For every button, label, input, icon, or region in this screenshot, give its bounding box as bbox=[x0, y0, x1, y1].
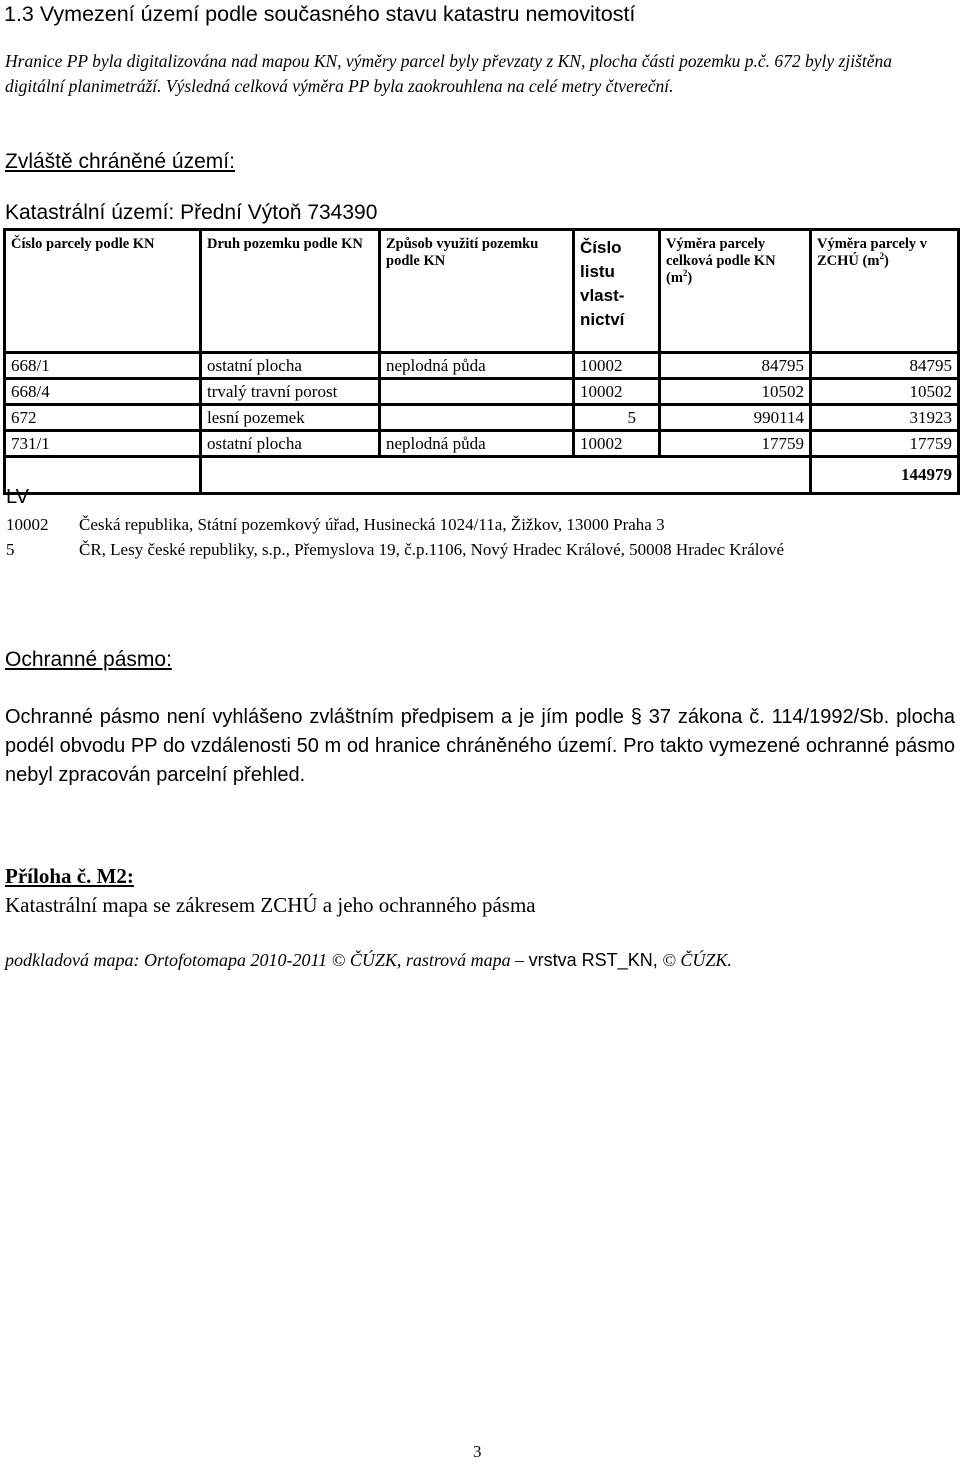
header-sheet-label: Číslo listu vlast-nictví bbox=[580, 238, 625, 329]
owner-row bbox=[6, 540, 784, 560]
owner-id: 5 bbox=[6, 540, 15, 559]
owner-text: ČR, Lesy české republiky, s.p., Přemyslova 19, č.p.1106, Nový Hradec Králové, 50008 Hradec Králové bbox=[79, 540, 785, 559]
basemap-part1: podkladová mapa: Ortofotomapa 2010-2011 © ČÚZK, rastrová mapa – bbox=[5, 950, 529, 970]
cell-area-zchu: 17759 bbox=[811, 431, 959, 457]
header-use: Způsob využití pozemku podle KN bbox=[380, 230, 574, 353]
page-number: 3 bbox=[473, 1442, 482, 1461]
header-area-total: Výměra parcely celková podle KN $(m^2)$ bbox=[660, 230, 811, 353]
zchu-heading: Zvláště chráněné území: bbox=[5, 150, 235, 173]
cell-area-total: 84795 bbox=[660, 353, 811, 379]
basemap-part3: © ČÚZK. bbox=[657, 950, 732, 970]
cell-parcel: 731/1 bbox=[5, 431, 201, 457]
cell-use bbox=[380, 405, 574, 431]
cell-sheet: 10002 bbox=[574, 353, 660, 379]
cell-area-zchu: 10502 bbox=[811, 379, 959, 405]
owner-id: 10002 bbox=[6, 515, 49, 534]
protection-heading: Ochranné pásmo: bbox=[5, 648, 172, 671]
total-area-zchu: 144979 bbox=[811, 457, 959, 494]
table-row bbox=[5, 379, 959, 405]
cell-use: neplodná půda bbox=[380, 353, 574, 379]
cadastral-area: Katastrální území: Přední Výtoň 734390 bbox=[5, 201, 378, 224]
cell-use bbox=[380, 379, 574, 405]
section-title: 1.3 Vymezení území podle současného stavu katastru nemovitostí bbox=[4, 2, 636, 26]
header-area-zchu: Výměra parcely v ZCHÚ $(m^2)$ bbox=[811, 230, 959, 353]
header-parcel: Číslo parcely podle KN bbox=[5, 230, 201, 353]
annex-description: Katastrální mapa se zákresem ZCHÚ a jeho ochranného pásma bbox=[5, 893, 536, 917]
cell-area-total: 17759 bbox=[660, 431, 811, 457]
header-sheet bbox=[574, 230, 660, 353]
owner-text: Česká republika, Státní pozemkový úřad, Husinecká 1024/11a, Žižkov, 13000 Praha 3 bbox=[79, 515, 665, 534]
cell-kind: lesní pozemek bbox=[201, 405, 380, 431]
basemap-part2: vrstva RST_KN, bbox=[528, 950, 658, 970]
cell-area-zchu: 84795 bbox=[811, 353, 959, 379]
cell-use: neplodná půda bbox=[380, 431, 574, 457]
protection-text: Ochranné pásmo není vyhlášeno zvláštním předpisem a je jím podle § 37 zákona č. 114/1992/Sb. plocha podél obvodu PP do vzdálenosti 50 m od hranice chráněného území. Pro takto vymezené ochranné pásmo nebyl zpracován parcelní přehled. bbox=[5, 706, 955, 786]
cell-area-total: 990114 bbox=[660, 405, 811, 431]
cell-sheet: 10002 bbox=[574, 431, 660, 457]
table-total-row bbox=[5, 457, 959, 494]
parcel-table bbox=[3, 228, 960, 495]
cell-kind: trvalý travní porost bbox=[201, 379, 380, 405]
total-empty-span bbox=[201, 457, 811, 494]
cell-area-total: 10502 bbox=[660, 379, 811, 405]
cell-parcel: 668/4 bbox=[5, 379, 201, 405]
table-row bbox=[5, 431, 959, 457]
cell-sheet: 10002 bbox=[574, 379, 660, 405]
table-row bbox=[5, 405, 959, 431]
annex-label: Příloha č. M2: bbox=[5, 864, 134, 888]
lv-label: LV bbox=[6, 486, 29, 508]
basemap-source bbox=[5, 950, 732, 971]
header-kind: Druh pozemku podle KN bbox=[201, 230, 380, 353]
cell-kind: ostatní plocha bbox=[201, 353, 380, 379]
cell-parcel: 668/1 bbox=[5, 353, 201, 379]
table-header-row bbox=[5, 230, 959, 353]
table-row bbox=[5, 353, 959, 379]
cell-area-zchu: 31923 bbox=[811, 405, 959, 431]
owner-row bbox=[6, 515, 665, 535]
intro-paragraph: Hranice PP byla digitalizována nad mapou KN, výměry parcel byly převzaty z KN, plocha části pozemku p.č. 672 byly zjištěna digitální planimetráží. Výsledná celková výměra PP byla zaokrouhlena na celé metry čtvereční. bbox=[5, 51, 892, 96]
total-empty-cell bbox=[5, 457, 201, 494]
cell-parcel: 672 bbox=[5, 405, 201, 431]
cell-kind: ostatní plocha bbox=[201, 431, 380, 457]
cell-sheet: 5 bbox=[574, 405, 660, 431]
